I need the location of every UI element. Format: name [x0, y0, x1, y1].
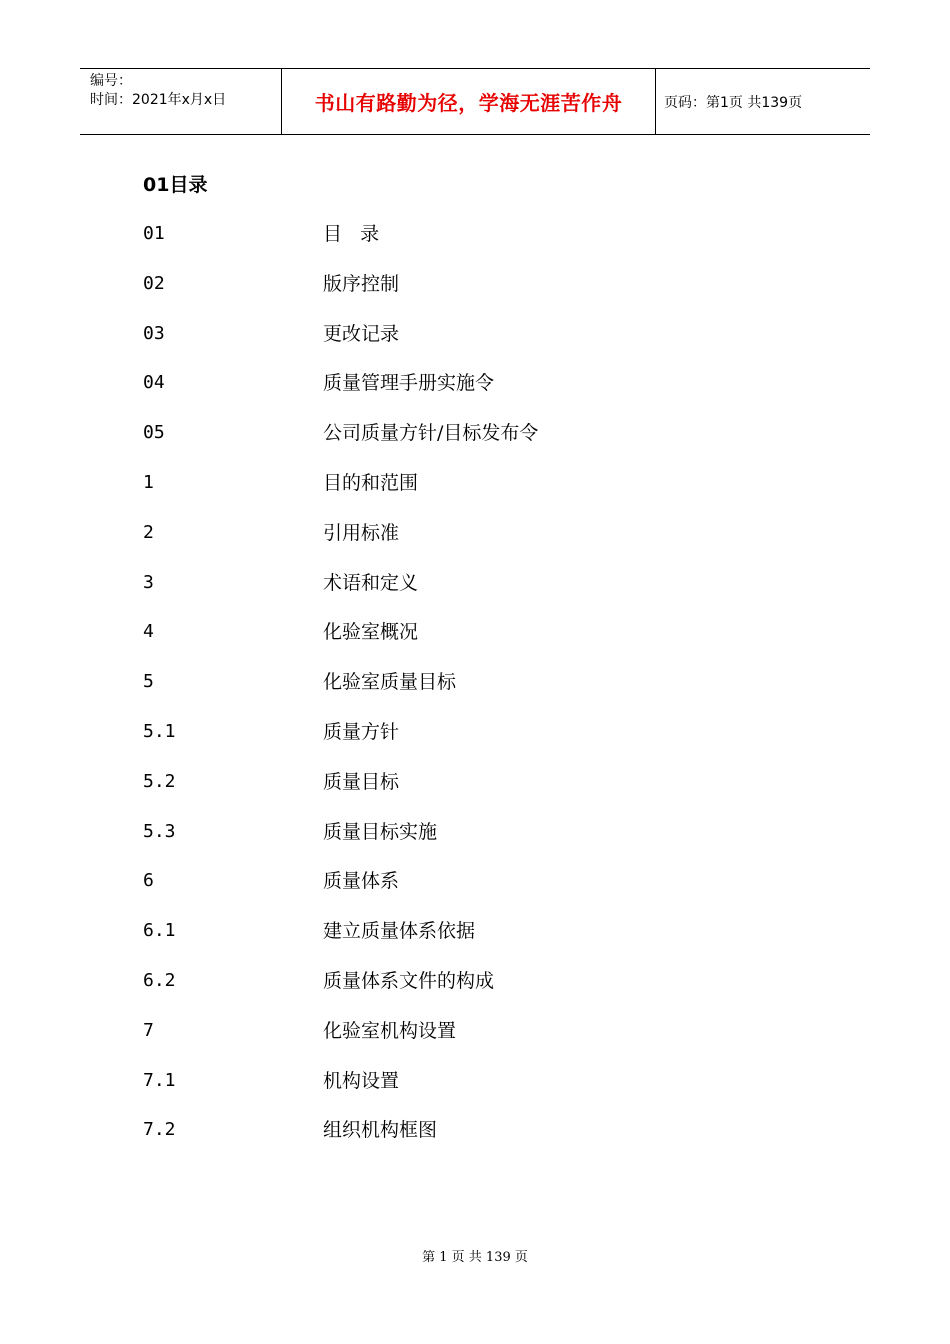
- toc-title: 组织机构框图: [323, 1119, 438, 1142]
- section-title: 01目录: [143, 174, 208, 196]
- header-time-label: 时间：2021年x月x日: [90, 92, 227, 108]
- toc-number: 5: [143, 671, 154, 693]
- toc-title: 质量体系: [323, 870, 400, 893]
- toc-number: 6.2: [143, 969, 176, 991]
- toc-row: [143, 618, 803, 668]
- toc-number: 7: [143, 1019, 154, 1041]
- toc-row: [143, 220, 803, 270]
- toc-title: 质量体系文件的构成: [323, 969, 495, 992]
- toc-title: 术语和定义: [323, 571, 419, 594]
- toc-number: 6.1: [143, 920, 176, 942]
- toc-row: [143, 818, 803, 868]
- toc-number: 04: [143, 372, 165, 394]
- toc-row: [143, 1017, 803, 1067]
- toc-title: 版序控制: [323, 272, 400, 295]
- header-meta: [80, 69, 282, 134]
- toc-row: [143, 867, 803, 917]
- toc-number: 5.3: [143, 820, 176, 842]
- toc-number: 01: [143, 223, 165, 244]
- toc-title: 质量目标: [323, 770, 400, 793]
- toc-number: 03: [143, 322, 165, 344]
- toc-title: 化验室机构设置: [323, 1019, 457, 1042]
- toc-row: [143, 967, 803, 1017]
- toc-row: [143, 917, 803, 967]
- toc-row: [143, 768, 803, 818]
- toc-number: 7.2: [143, 1119, 176, 1141]
- toc-row: [143, 1067, 803, 1117]
- toc-row: [143, 668, 803, 718]
- toc-number: 02: [143, 272, 165, 294]
- toc-row: [143, 419, 803, 469]
- toc-row: [143, 469, 803, 519]
- toc-title: 建立质量体系依据: [323, 920, 476, 943]
- toc-title: 引用标准: [323, 521, 400, 544]
- table-of-contents: [143, 220, 803, 1166]
- toc-number: 05: [143, 422, 165, 444]
- toc-title: 目的和范围: [323, 471, 419, 494]
- toc-title: 公司质量方针/目标发布令: [323, 422, 539, 445]
- toc-row: [143, 569, 803, 619]
- toc-number: 6: [143, 870, 154, 892]
- toc-row: [143, 519, 803, 569]
- toc-number: 7.1: [143, 1069, 176, 1091]
- header-number-label: 编号：: [90, 73, 132, 89]
- toc-title: 机构设置: [323, 1069, 400, 1092]
- page-header: [80, 68, 870, 135]
- toc-title: 目 录: [323, 223, 380, 245]
- toc-number: 4: [143, 621, 154, 643]
- toc-title: 质量管理手册实施令: [323, 372, 495, 395]
- toc-number: 1: [143, 471, 154, 493]
- toc-title: 质量目标实施: [323, 820, 438, 843]
- page-footer: 第 1 页 共 139 页: [422, 1250, 528, 1265]
- toc-row: [143, 718, 803, 768]
- toc-number: 3: [143, 571, 154, 593]
- toc-row: [143, 320, 803, 370]
- toc-title: 化验室概况: [323, 621, 419, 644]
- toc-row: [143, 270, 803, 320]
- toc-number: 2: [143, 521, 154, 543]
- toc-number: 5.2: [143, 770, 176, 792]
- toc-title: 更改记录: [323, 322, 400, 345]
- header-page-info: 页码：第1页 共139页: [664, 94, 803, 111]
- toc-row: [143, 1116, 803, 1166]
- toc-number: 5.1: [143, 720, 176, 742]
- toc-title: 质量方针: [323, 720, 400, 743]
- toc-row: [143, 369, 803, 419]
- header-motto: 书山有路勤为径，学海无涯苦作舟: [282, 69, 656, 134]
- toc-title: 化验室质量目标: [323, 671, 457, 694]
